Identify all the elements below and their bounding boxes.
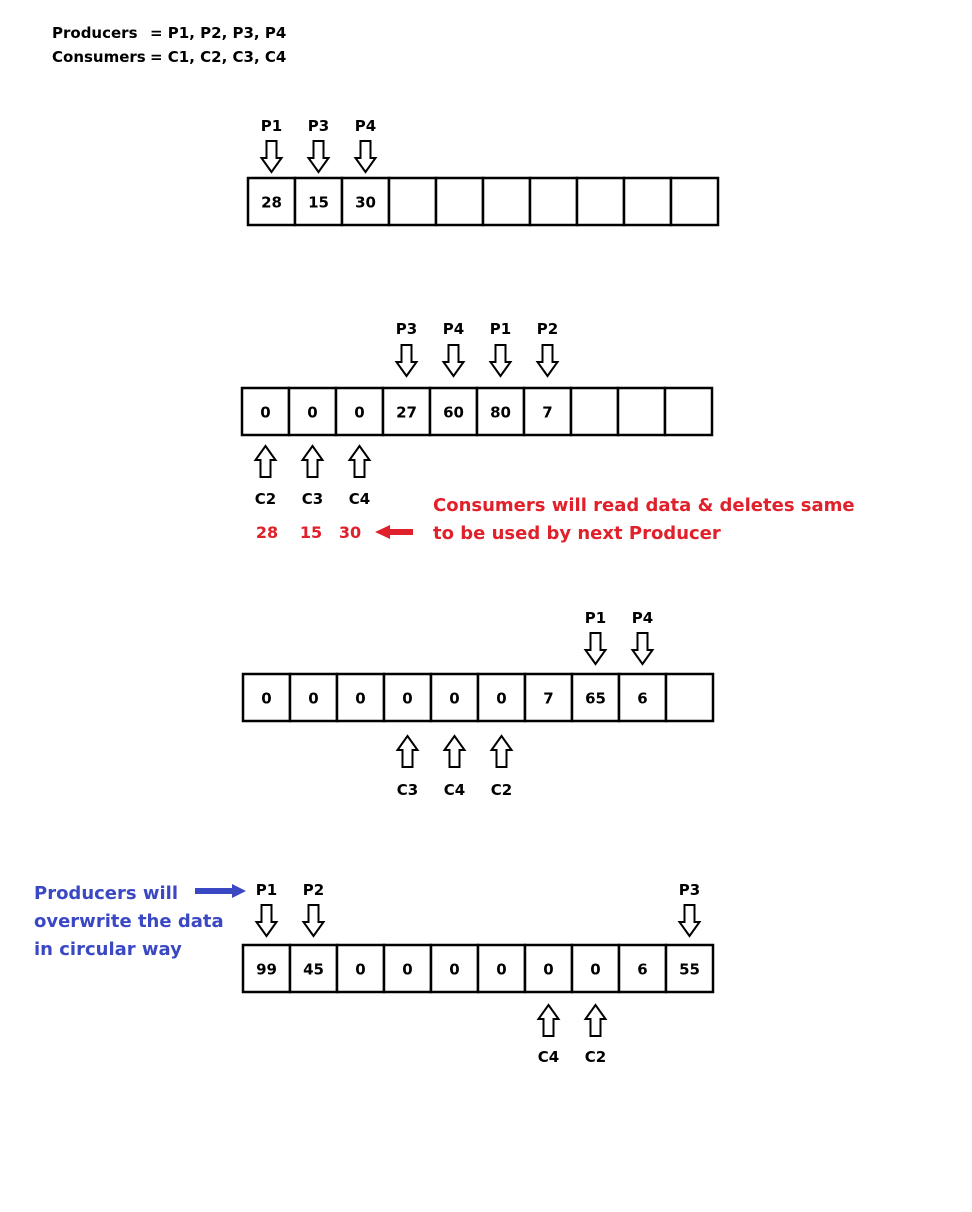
consumer-label: C4	[443, 781, 466, 799]
consumers-note-line-1: Consumers will read data & deletes same	[433, 495, 855, 516]
cell-value: 0	[590, 960, 601, 979]
buffer-row-2	[242, 320, 712, 508]
cell-value: 7	[542, 403, 553, 422]
producers-note-line-3: in circular way	[34, 939, 182, 960]
producer-pointer	[256, 881, 277, 936]
consumed-value: 28	[255, 523, 279, 542]
buffer-cell	[525, 674, 572, 721]
down-arrow-icon	[444, 345, 464, 376]
up-arrow-icon	[350, 446, 370, 477]
producers-note	[34, 883, 224, 960]
cell-value: 0	[354, 403, 365, 422]
buffer-cell	[248, 178, 295, 225]
producer-label: P1	[489, 320, 512, 338]
producer-pointer	[303, 881, 324, 936]
cell-value: 0	[402, 960, 413, 979]
red-left-arrow-icon	[375, 525, 413, 539]
buffer-cell	[290, 674, 337, 721]
consumer-label: C2	[254, 490, 277, 508]
buffer-cell	[524, 388, 571, 435]
consumer-pointer	[491, 736, 512, 799]
consumer-label: C3	[301, 490, 324, 508]
cell-value: 6	[637, 960, 648, 979]
cell-value: 55	[679, 960, 700, 979]
producers-legend-value: = P1, P2, P3, P4	[150, 24, 287, 42]
buffer-cell	[243, 945, 290, 992]
producer-pointer	[355, 117, 376, 172]
cell-value: 15	[308, 193, 329, 212]
cell-value: 0	[449, 689, 460, 708]
consumer-pointer	[302, 446, 323, 508]
producer-label: P2	[302, 881, 325, 899]
down-arrow-icon	[257, 905, 277, 936]
buffer-cell	[525, 945, 572, 992]
cell-value: 7	[543, 689, 554, 708]
buffer-cell	[290, 945, 337, 992]
buffer-cell	[619, 945, 666, 992]
consumers-note	[433, 495, 855, 544]
buffer-cell	[384, 945, 431, 992]
down-arrow-icon	[491, 345, 511, 376]
buffer-cell	[430, 388, 477, 435]
producer-label: P4	[442, 320, 465, 338]
up-arrow-icon	[398, 736, 418, 767]
buffer-cell	[572, 674, 619, 721]
up-arrow-icon	[445, 736, 465, 767]
producer-label: P3	[307, 117, 330, 135]
buffer-cell	[389, 178, 436, 225]
consumers-note-line-2: to be used by next Producer	[433, 523, 721, 544]
cell-value: 60	[443, 403, 464, 422]
cell-value: 0	[307, 403, 318, 422]
consumer-label: C2	[584, 1048, 607, 1066]
cell-value: 0	[355, 960, 366, 979]
producer-pointer	[585, 609, 606, 664]
cell-value: 0	[496, 689, 507, 708]
legend	[52, 24, 286, 66]
cell-value: 0	[449, 960, 460, 979]
cell-value: 0	[496, 960, 507, 979]
producers-note-line-2: overwrite the data	[34, 911, 224, 932]
buffer-cell	[289, 388, 336, 435]
cell-value: 0	[543, 960, 554, 979]
buffer-cell	[383, 388, 430, 435]
buffer-cell	[618, 388, 665, 435]
buffer-cell	[337, 945, 384, 992]
up-arrow-icon	[303, 446, 323, 477]
down-arrow-icon	[309, 141, 329, 172]
cell-value: 30	[355, 193, 376, 212]
buffer-row-1	[248, 117, 718, 225]
producer-label: P4	[354, 117, 377, 135]
down-arrow-icon	[304, 905, 324, 936]
up-arrow-icon	[586, 1005, 606, 1036]
cell-value: 27	[396, 403, 417, 422]
buffer-row-4	[243, 881, 713, 1066]
buffer-cell	[478, 945, 525, 992]
down-arrow-icon	[633, 633, 653, 664]
buffer-cell	[342, 178, 389, 225]
consumed-value: 30	[338, 523, 362, 542]
buffer-cell	[619, 674, 666, 721]
buffer-cell	[295, 178, 342, 225]
buffer-cell	[671, 178, 718, 225]
producer-label: P1	[584, 609, 607, 627]
cell-value: 45	[303, 960, 324, 979]
down-arrow-icon	[680, 905, 700, 936]
producers-legend-label: Producers	[52, 24, 138, 42]
consumed-values	[256, 523, 361, 542]
consumers-legend-label: Consumers	[52, 48, 146, 66]
buffer-cell	[242, 388, 289, 435]
producer-label: P4	[631, 609, 654, 627]
up-arrow-icon	[492, 736, 512, 767]
buffer-cell	[436, 178, 483, 225]
cell-value: 0	[308, 689, 319, 708]
producer-pointer	[261, 117, 282, 172]
buffer-cell	[336, 388, 383, 435]
down-arrow-icon	[356, 141, 376, 172]
buffer-cell	[431, 945, 478, 992]
consumer-label: C3	[396, 781, 419, 799]
cell-value: 0	[402, 689, 413, 708]
buffer-cell	[384, 674, 431, 721]
buffer-cell	[478, 674, 525, 721]
down-arrow-icon	[586, 633, 606, 664]
producer-pointer	[308, 117, 329, 172]
buffer-cell	[431, 674, 478, 721]
producers-note-line-1: Producers will	[34, 883, 179, 904]
consumer-label: C2	[490, 781, 513, 799]
down-arrow-icon	[262, 141, 282, 172]
producer-pointer	[537, 320, 558, 376]
producer-label: P1	[260, 117, 283, 135]
producer-pointer	[443, 320, 464, 376]
buffer-cell	[337, 674, 384, 721]
buffer-cell	[477, 388, 524, 435]
consumer-label: C4	[348, 490, 371, 508]
consumed-value: 15	[299, 523, 323, 542]
buffer-cell	[530, 178, 577, 225]
producer-pointer	[632, 609, 653, 664]
consumer-label: C4	[537, 1048, 560, 1066]
consumer-pointer	[397, 736, 418, 799]
cell-value: 6	[637, 689, 648, 708]
buffer-cell	[666, 674, 713, 721]
producer-pointer	[396, 320, 417, 376]
producer-label: P3	[395, 320, 418, 338]
down-arrow-icon	[397, 345, 417, 376]
buffer-cell	[666, 945, 713, 992]
cell-value: 80	[490, 403, 511, 422]
buffer-row-3	[243, 609, 713, 799]
cell-value: 28	[261, 193, 282, 212]
producer-pointer	[679, 881, 700, 936]
up-arrow-icon	[539, 1005, 559, 1036]
producer-label: P3	[678, 881, 701, 899]
cell-value: 0	[261, 689, 272, 708]
cell-value: 65	[585, 689, 606, 708]
down-arrow-icon	[538, 345, 558, 376]
cell-value: 99	[256, 960, 277, 979]
consumer-pointer	[444, 736, 465, 799]
producer-label: P1	[255, 881, 278, 899]
buffer-cell	[665, 388, 712, 435]
buffer-cell	[571, 388, 618, 435]
producer-pointer	[490, 320, 511, 376]
producer-label: P2	[536, 320, 559, 338]
cell-value: 0	[355, 689, 366, 708]
consumer-pointer	[255, 446, 276, 508]
buffer-cell	[624, 178, 671, 225]
blue-right-arrow-icon	[195, 884, 246, 898]
consumer-pointer	[585, 1005, 606, 1066]
consumers-legend-value: = C1, C2, C3, C4	[150, 48, 287, 66]
cell-value: 0	[260, 403, 271, 422]
buffer-cell	[572, 945, 619, 992]
buffer-cell	[243, 674, 290, 721]
consumer-pointer	[349, 446, 370, 508]
up-arrow-icon	[256, 446, 276, 477]
consumer-pointer	[538, 1005, 559, 1066]
buffer-cell	[483, 178, 530, 225]
buffer-cell	[577, 178, 624, 225]
